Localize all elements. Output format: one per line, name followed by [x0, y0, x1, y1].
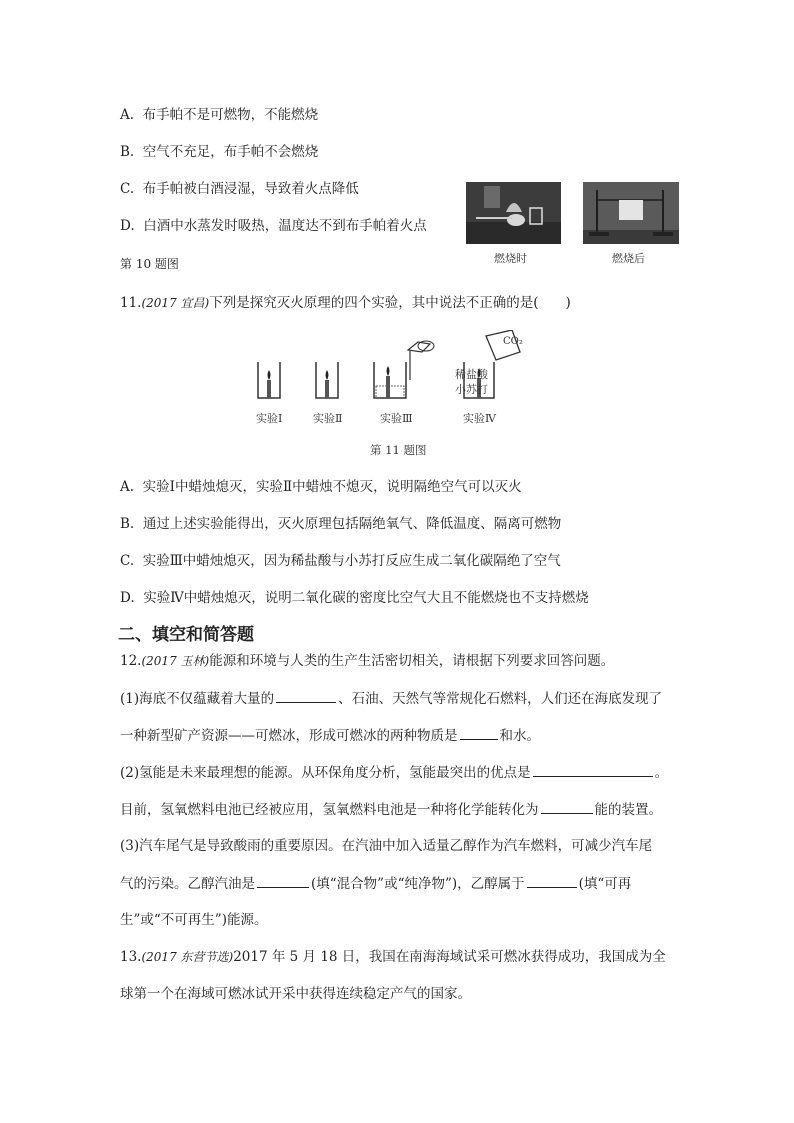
option-letter: D. [120, 590, 135, 606]
q12-stem [120, 651, 614, 671]
q10-option-d [120, 216, 427, 236]
section-title: 二、填空和简答题 [118, 625, 254, 645]
text-segment: (1)海底不仅蕴藏着大量的 [120, 691, 275, 707]
q10-figure-label: 第 10 题图 [120, 257, 179, 271]
question-text: 下列是探究灭火原理的四个实验，其中说法不正确的是( ) [209, 295, 571, 311]
option-text: 白酒中水蒸发时吸热，温度达不到布手帕着火点 [143, 218, 427, 234]
option-text: 布手帕被白酒浸湿，导致着火点降低 [142, 181, 359, 197]
text-segment: 。 [654, 765, 669, 781]
q12-part2-line1 [120, 762, 668, 783]
photo-caption-after: 燃烧后 [612, 252, 645, 265]
answer-blank[interactable] [541, 799, 593, 814]
q12-part3-line2 [120, 873, 631, 894]
option-text: 布手帕不是可燃物，不能燃烧 [142, 107, 319, 123]
option-letter: B. [120, 144, 135, 160]
q12-part2-line2 [120, 799, 662, 820]
option-text: 实验Ⅰ中蜡烛熄灭，实验Ⅱ中蜡烛不熄灭，说明隔绝空气可以灭火 [142, 479, 522, 495]
text-segment: 、石油、天然气等常规化石燃料，人们还在海底发现了 [338, 691, 663, 707]
text-segment: 目前，氢氧燃料电池已经被应用，氢氧燃料电池是一种将化学能转化为 [120, 802, 539, 818]
option-text: 实验Ⅳ中蜡烛熄灭，说明二氧化碳的密度比空气大且不能燃烧也不支持燃烧 [143, 590, 589, 606]
text-segment: 能的装置。 [594, 802, 662, 818]
option-letter: D. [120, 218, 135, 234]
option-letter: C. [120, 181, 135, 197]
q12-part1-line1 [120, 688, 662, 709]
option-text: 空气不充足，布手帕不会燃烧 [142, 144, 319, 160]
text-segment: 一种新型矿产资源——可燃冰，形成可燃冰的两种物质是 [120, 728, 458, 744]
beaker-3-icon [374, 341, 434, 398]
acid-label: 稀盐酸 [455, 368, 488, 381]
question-number: 12. [120, 653, 142, 669]
q12-part3-line1: (3)汽车尾气是导致酸雨的重要原因。在汽油中加入适量乙醇作为汽车燃料，可减少汽车尾 [120, 838, 653, 854]
text-segment: 气的污染。乙醇汽油是 [120, 876, 255, 892]
question-text: 能源和环境与人类的生产生活密切相关，请根据下列要求回答问题。 [209, 653, 615, 669]
text-segment: (填“可再 [578, 876, 632, 892]
answer-blank[interactable] [257, 873, 309, 888]
question-source: (2017 玉林) [141, 654, 210, 668]
question-text: 2017 年 5 月 18 日，我国在南海海域试采可燃冰获得成功，我国成为全 [233, 949, 666, 965]
question-number: 11. [120, 295, 142, 311]
question-source: (2017 东营节选) [141, 950, 234, 964]
q13-line2: 球第一个在海域可燃冰试开采中获得连续稳定产气的国家。 [120, 986, 471, 1002]
option-letter: A. [120, 107, 135, 123]
beaker-1-icon [258, 362, 280, 398]
answer-blank[interactable] [276, 688, 336, 703]
q11-option-c [120, 551, 561, 571]
experiment-2-label: 实验Ⅱ [313, 412, 343, 425]
option-letter: C. [120, 553, 135, 569]
q11-option-d [120, 588, 589, 608]
photo-caption-burning: 燃烧时 [494, 252, 527, 265]
q12-part1-line2 [120, 725, 540, 746]
q11-stem [120, 293, 571, 313]
answer-blank[interactable] [460, 725, 498, 740]
q13-line1 [120, 947, 666, 967]
q11-option-a [120, 477, 522, 497]
co2-label: CO₂ [503, 336, 523, 347]
text-segment: 和水。 [499, 728, 540, 744]
experiment-4-label: 实验Ⅳ [463, 412, 496, 425]
q10-option-b [120, 142, 318, 162]
q12-part3-line3: 生”或“不可再生”)能源。 [120, 912, 268, 928]
after-burning-photo [583, 182, 679, 244]
text-segment: (2)氢能是未来最理想的能源。从环保角度分析，氢能最突出的优点是 [120, 765, 531, 781]
beaker-2-icon [316, 362, 338, 398]
question-source: (2017 宜昌) [141, 296, 210, 310]
answer-blank[interactable] [527, 873, 577, 888]
question-number: 13. [120, 949, 142, 965]
text-segment: (填“混合物”或“纯净物”)，乙醇属于 [311, 876, 525, 892]
q10-option-c [120, 179, 359, 199]
soda-label: 小苏打 [455, 383, 488, 396]
burning-photo [466, 182, 561, 244]
experiment-1-label: 实验Ⅰ [256, 412, 283, 425]
option-text: 实验Ⅲ中蜡烛熄灭，因为稀盐酸与小苏打反应生成二氧化碳隔绝了空气 [142, 553, 561, 569]
experiment-3-label: 实验Ⅲ [380, 412, 413, 425]
option-letter: A. [120, 479, 135, 495]
answer-blank[interactable] [533, 762, 653, 777]
q11-figure-caption: 第 11 题图 [370, 443, 427, 457]
option-text: 通过上述实验能得出，灭火原理包括隔绝氧气、降低温度、隔离可燃物 [142, 516, 562, 532]
q11-option-b [120, 514, 561, 534]
option-letter: B. [120, 516, 135, 532]
q10-option-a [120, 105, 318, 125]
